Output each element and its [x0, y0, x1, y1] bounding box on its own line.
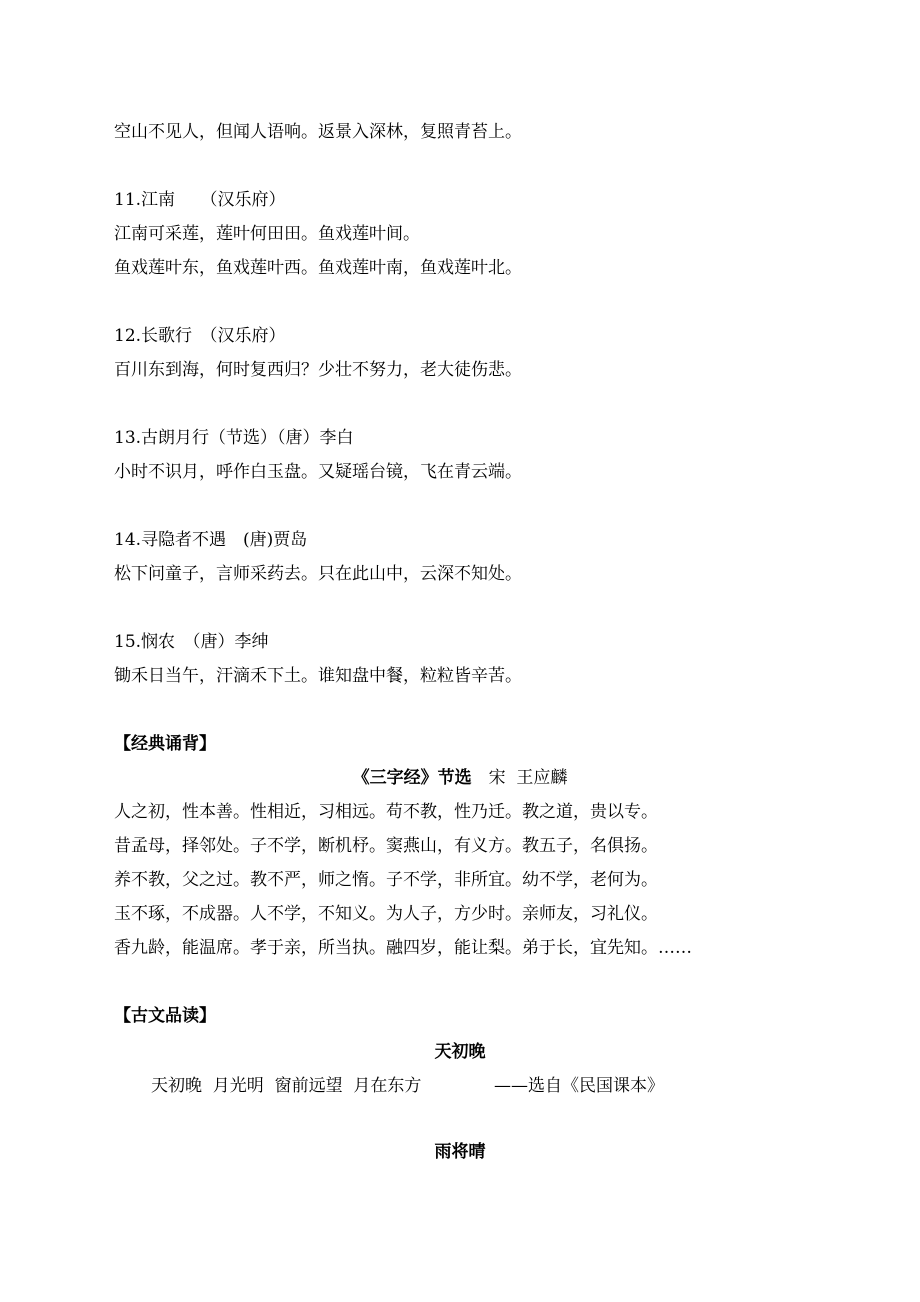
classics-line-4: 玉不琢，不成器。人不学，不知义。为人子，方少时。亲师友，习礼仪。 [114, 904, 658, 924]
poem-14-line: 松下问童子，言师采药去。只在此山中，云深不知处。 [114, 564, 522, 584]
classics-line-2: 昔孟母，择邻处。子不学，断机杼。窦燕山，有义方。教五子，名俱扬。 [114, 836, 658, 856]
classics-heading: 【经典诵背】 [114, 734, 216, 754]
classics-title: 《三字经》节选 [352, 768, 472, 788]
classics-line-3: 养不教，父之过。教不严，师之惰。子不学，非所宜。幼不学，老何为。 [114, 870, 658, 890]
ancient-title-2: 雨将晴 [434, 1142, 486, 1162]
poem-11-line-1: 江南可采莲，莲叶何田田。鱼戏莲叶间。 [114, 224, 420, 244]
classics-title-line [0, 766, 920, 790]
classics-line-1: 人之初，性本善。性相近，习相远。苟不教，性乃迁。教之道，贵以专。 [114, 802, 658, 822]
poem-10-line: 空山不见人，但闻人语响。返景入深林，复照青苔上。 [114, 122, 522, 142]
poem-13-title: 13.古朗月行（节选）（唐）李白 [114, 428, 354, 448]
poem-12-line: 百川东到海，何时复西归？少壮不努力，老大徒伤悲。 [114, 360, 522, 380]
poem-14-title: 14.寻隐者不遇 (唐)贾岛 [114, 530, 308, 550]
poem-15-line: 锄禾日当午，汗滴禾下土。谁知盘中餐，粒粒皆辛苦。 [114, 666, 522, 686]
poem-11-line-2: 鱼戏莲叶东，鱼戏莲叶西。鱼戏莲叶南，鱼戏莲叶北。 [114, 258, 522, 278]
ancient-source-1: ——选自《民国课本》 [494, 1076, 664, 1096]
classics-author: 宋 王应麟 [471, 768, 568, 788]
ancient-heading: 【古文品读】 [114, 1006, 216, 1026]
ancient-text-1: 天初晚 月光明 窗前远望 月在东方 [151, 1076, 422, 1096]
poem-15-title: 15.悯农 （唐）李绅 [114, 632, 269, 652]
poem-13-line: 小时不识月，呼作白玉盘。又疑瑶台镜，飞在青云端。 [114, 462, 522, 482]
classics-line-5: 香九龄，能温席。孝于亲，所当执。融四岁，能让梨。弟于长，宜先知。…… [114, 938, 692, 958]
poem-12-title: 12.长歌行 （汉乐府） [114, 326, 286, 346]
poem-11-title: 11.江南 （汉乐府） [114, 190, 286, 210]
ancient-title-1: 天初晚 [434, 1042, 486, 1062]
